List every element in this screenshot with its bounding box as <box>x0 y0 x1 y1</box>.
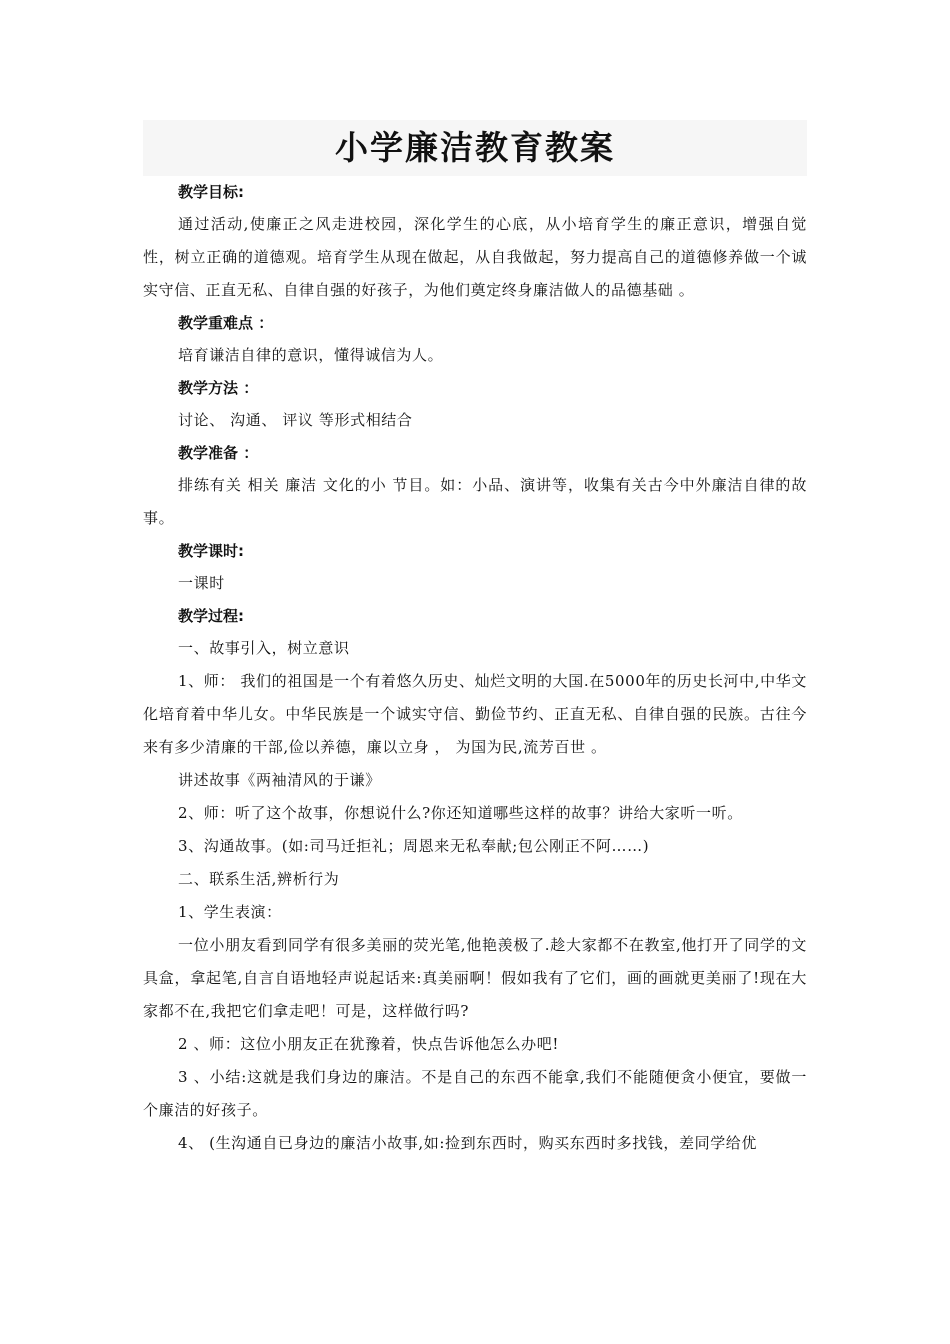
process-item: 讲述故事《两袖清风的于谦》 <box>178 771 381 789</box>
document-body <box>143 176 807 1160</box>
document-title: 小学廉洁教育教案 <box>143 120 807 176</box>
section-text-preparation: 排练有关 相关 廉洁 文化的小 节目。如：小品、演讲等，收集有关古今中外廉洁自律的故事。 <box>143 476 807 527</box>
process-item: 3 、小结:这就是我们身边的廉洁。不是自己的东西不能拿,我们不能随便贪小便宜，要做一个廉洁的好孩子。 <box>143 1068 807 1119</box>
section-heading-preparation: 教学准备 ： <box>178 444 259 462</box>
process-item: 4、 (生沟通自已身边的廉洁小故事,如:捡到东西时，购买东西时多找钱，差同学给优 <box>178 1134 757 1152</box>
section-heading-method: 教学方法 ： <box>178 379 259 397</box>
section-heading-key-points: 教学重难点 ： <box>178 314 274 332</box>
section-text-class-hours: 一课时 <box>178 574 225 592</box>
section-text-key-points: 培育谦洁自律的意识，懂得诚信为人。 <box>178 346 444 364</box>
process-item: 一位小朋友看到同学有很多美丽的荧光笔,他艳羡极了.趁大家都不在教室,他打开了同学的文具盒，拿起笔,自言自语地轻声说起话来:真美丽啊！假如我有了它们，画的画就更美丽了!现在大家都不在,我把它们拿走吧！可是，这样做行吗? <box>143 936 807 1020</box>
process-item: 2、师：听了这个故事，你想说什么?你还知道哪些这样的故事？讲给大家听一听。 <box>178 804 743 822</box>
process-item: 2 、师：这位小朋友正在犹豫着，快点告诉他怎么办吧! <box>178 1035 559 1053</box>
section-text-goal: 通过活动,使廉正之风走进校园，深化学生的心底，从小培育学生的廉正意识，增强自觉性，树立正确的道德观。培育学生从现在做起，从自我做起，努力提高自己的道德修养做一个诚实守信、正直无私、自律自强的好孩子，为他们奠定终身廉洁做人的品德基础 。 <box>143 215 807 299</box>
process-item: 3、沟通故事。(如:司马迁拒礼；周恩来无私奉献;包公刚正不阿……) <box>178 837 650 855</box>
section-heading-process: 教学过程: <box>178 607 244 625</box>
section-text-method: 讨论、 沟通、 评议 等形式相结合 <box>178 411 413 429</box>
process-item: 1、学生表演： <box>178 903 282 921</box>
section-heading-class-hours: 教学课时: <box>178 542 244 560</box>
process-item: 二、联系生活,辨析行为 <box>178 870 340 888</box>
process-item: 一、故事引入，树立意识 <box>178 639 350 657</box>
section-heading-goal: 教学目标: <box>178 183 244 201</box>
process-item: 1、师： 我们的祖国是一个有着悠久历史、灿烂文明的大国.在5000年的历史长河中,中华文化培育着中华儿女。中华民族是一个诚实守信、勤俭节约、正直无私、自律自强的民族。古往今来有多少清廉的干部,俭以养德，廉以立身 ， 为国为民,流芳百世 。 <box>143 672 807 756</box>
